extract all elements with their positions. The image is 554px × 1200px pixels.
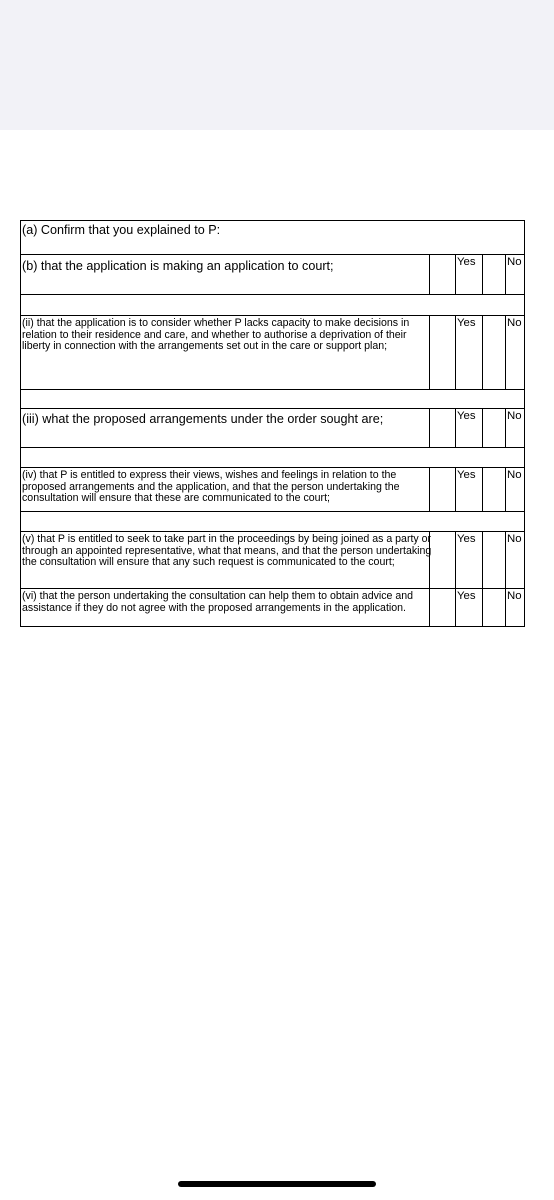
- divider: [429, 589, 430, 627]
- divider: [429, 532, 430, 588]
- yes-cell[interactable]: [455, 255, 482, 294]
- no-cell[interactable]: [505, 255, 526, 294]
- no-label: No: [507, 590, 522, 602]
- question-text: (b) that the application is making an application to court;: [22, 259, 334, 273]
- yes-checkbox[interactable]: [482, 316, 483, 389]
- spacer-row: [21, 295, 524, 315]
- yes-checkbox[interactable]: [482, 468, 483, 511]
- spacer-row: [21, 448, 524, 467]
- question-row-b: [21, 255, 524, 294]
- divider: [429, 409, 430, 447]
- home-indicator[interactable]: [178, 1181, 376, 1187]
- yes-checkbox[interactable]: [482, 532, 483, 588]
- no-cell[interactable]: [505, 409, 526, 447]
- consultation-form-table: [20, 220, 525, 627]
- divider: [429, 468, 430, 511]
- yes-label: Yes: [457, 256, 476, 268]
- question-row-vi: [21, 589, 524, 627]
- divider: [429, 255, 430, 294]
- question-text: (vi) that the person undertaking the consultation can help them to obtain advice and assistance if they do not agree with the proposed arrangements in the application.: [22, 590, 414, 614]
- no-cell[interactable]: [505, 316, 526, 389]
- no-label: No: [507, 317, 522, 329]
- no-label: No: [507, 256, 522, 268]
- no-cell[interactable]: [505, 532, 526, 588]
- question-row-iii: [21, 409, 524, 447]
- no-label: No: [507, 410, 522, 422]
- no-cell[interactable]: [505, 468, 526, 511]
- yes-label: Yes: [457, 469, 476, 481]
- top-bar: [0, 0, 554, 130]
- question-row-v: [21, 532, 524, 588]
- no-label: No: [507, 469, 522, 481]
- yes-cell[interactable]: [455, 316, 482, 389]
- no-label: No: [507, 533, 522, 545]
- yes-label: Yes: [457, 317, 476, 329]
- question-text: (iii) what the proposed arrangements under the order sought are;: [22, 412, 384, 426]
- yes-cell[interactable]: [455, 409, 482, 447]
- question-row-iv: [21, 468, 524, 511]
- yes-cell[interactable]: [455, 468, 482, 511]
- yes-cell[interactable]: [455, 532, 482, 588]
- yes-label: Yes: [457, 533, 476, 545]
- form-header-row: [21, 221, 524, 254]
- yes-label: Yes: [457, 590, 476, 602]
- question-row-ii: [21, 316, 524, 389]
- spacer-row: [21, 390, 524, 408]
- question-text: (v) that P is entitled to seek to take part in the proceedings by being joined as a party or through an appointed representative, what that means, and that the person undertaking the consultation will ensure that any such request is communicated to the court;: [22, 533, 432, 569]
- question-text: (iv) that P is entitled to express their views, wishes and feelings in relation to the proposed arrangements and the application, and that the person undertaking the consultation will ensure that these are communicated to the court;: [22, 469, 400, 505]
- yes-label: Yes: [457, 410, 476, 422]
- yes-checkbox[interactable]: [482, 255, 483, 294]
- yes-checkbox[interactable]: [482, 409, 483, 447]
- no-cell[interactable]: [505, 589, 526, 627]
- divider: [429, 316, 430, 389]
- spacer-row: [21, 512, 524, 531]
- form-header-text: (a) Confirm that you explained to P:: [22, 223, 221, 237]
- question-text: (ii) that the application is to consider whether P lacks capacity to make decisions in relation to their residence and care, and whether to authorise a deprivation of their liberty in connection with the arrangements set out in the care or support plan;: [22, 317, 410, 353]
- yes-checkbox[interactable]: [482, 589, 483, 627]
- yes-cell[interactable]: [455, 589, 482, 627]
